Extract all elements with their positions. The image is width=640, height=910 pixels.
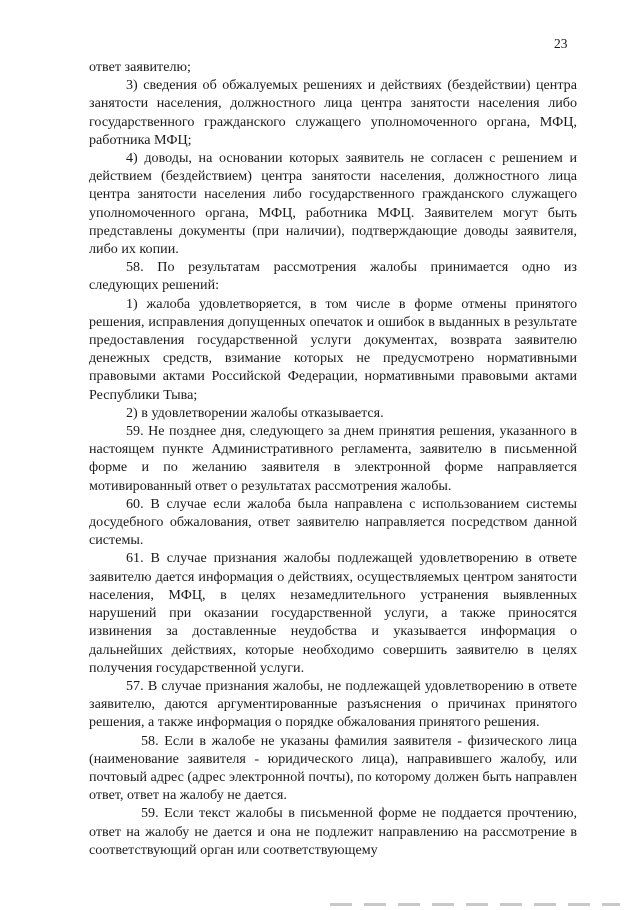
paragraph-61: 61. В случае признания жалобы подлежащей удовлетворению в ответе заявителю дается информация о действиях, осуществляемых центром занятости населения, МФЦ, в целях незамедлительного устранения выявленных нарушений при оказании государственной услуги, а также приносятся извинения за доставленные неудобства и указывается информация о дальнейших действиях, которые необходимо совершить заявителю в целях получения государственной услуги.: [89, 550, 577, 676]
paragraph-58-item-1: 1) жалоба удовлетворяется, в том числе в форме отмены принятого решения, исправления допущенных опечаток и ошибок в выданных в результате предоставления государственной услуги документах, возврата заявителю денежных средств, взимание которых не предусмотрено нормативными правовыми актами Российской Федерации, нормативными правовыми актами Республики Тыва;: [89, 295, 577, 403]
paragraph-60: 60. В случае если жалоба была направлена с использованием системы досудебного обжалования, ответ заявителю направляется посредством данной системы.: [89, 495, 577, 549]
document-body: [89, 58, 577, 859]
paragraph-58: 58. По результатам рассмотрения жалобы принимается одно из следующих решений:: [89, 259, 577, 294]
paragraph-59: 59. Не позднее дня, следующего за днем принятия решения, указанного в настоящем пункте Административного регламента, заявителю в письменной форме и по желанию заявителя в электронной форме направляется мотивированный ответ о результатах рассмотрения жалобы.: [89, 423, 577, 494]
paragraph-58-second: 58. Если в жалобе не указаны фамилия заявителя - физического лица (наименование заявителя - юридического лица), направившего жалобу, или почтовый адрес (адрес электронной почты), по которому должен быть направлен ответ, ответ на жалобу не дается.: [89, 732, 577, 804]
paragraph-59-second: 59. Если текст жалобы в письменной форме не поддается прочтению, ответ на жалобу не дается и она не подлежит направлению на рассмотрение в соответствующий орган или соответствующему: [89, 805, 577, 858]
page-number: 23: [554, 36, 568, 51]
paragraph-item-4: 4) доводы, на основании которых заявитель не согласен с решением и действием (бездействием) центра занятости населения, должностного лица центра занятости населения либо государственного гражданского служащего уполномоченного органа, МФЦ, работника МФЦ. Заявителем могут быть представлены документы (при наличии), подтверждающие доводы заявителя, либо их копии.: [89, 150, 577, 258]
paragraph-item-3: 3) сведения об обжалуемых решениях и действиях (бездействии) центра занятости населения, должностного лица центра занятости населения либо государственного гражданского служащего уполномоченного органа, МФЦ, работника МФЦ;: [89, 77, 577, 148]
paragraph-58-item-2: 2) в удовлетворении жалобы отказывается.: [126, 404, 384, 421]
paragraph-57: 57. В случае признания жалобы, не подлежащей удовлетворению в ответе заявителю, даются аргументированные разъяснения о причинах принятого решения, а также информация о порядке обжалования принятого решения.: [89, 677, 577, 731]
paragraph-continuation: ответ заявителю;: [89, 59, 191, 75]
scan-edge-mark: [330, 903, 620, 906]
